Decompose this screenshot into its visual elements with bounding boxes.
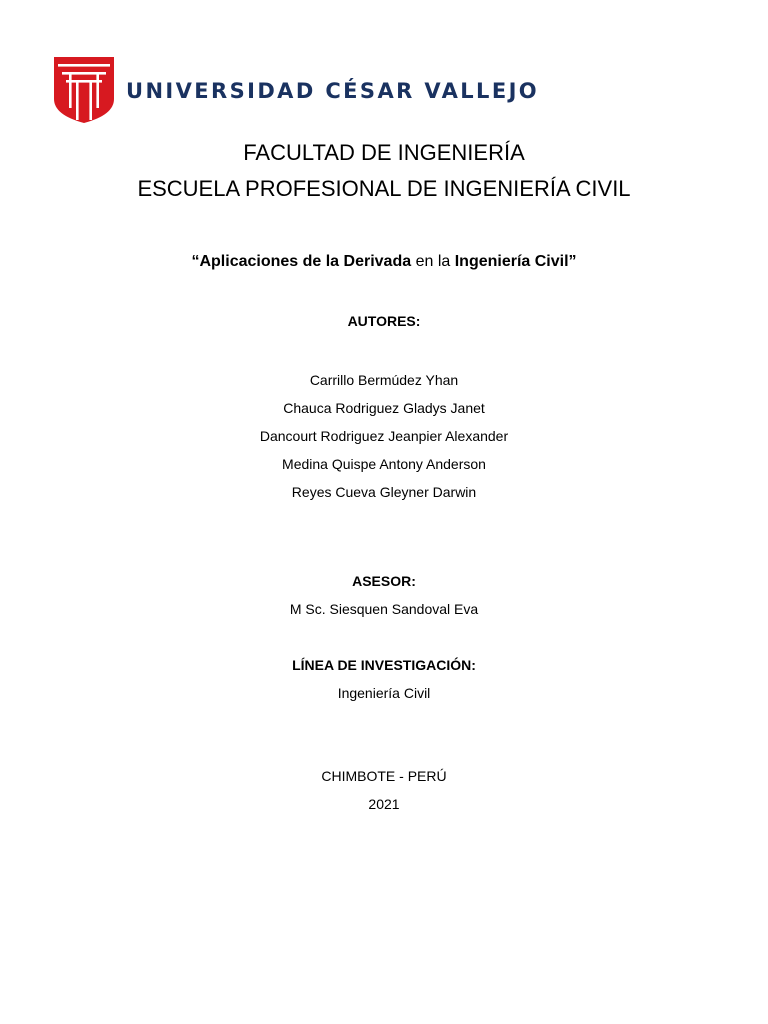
research-line-label: LÍNEA DE INVESTIGACIÓN: [292, 657, 476, 673]
author-name: Chauca Rodriguez Gladys Janet [283, 400, 485, 416]
advisor-label: ASESOR: [352, 573, 416, 589]
advisor-name: M Sc. Siesquen Sandoval Eva [289, 601, 479, 617]
title-part-3: Ingeniería Civil [454, 253, 569, 270]
title-open-quote: “ [191, 253, 200, 270]
author-name: Carrillo Bermúdez Yhan [309, 372, 459, 388]
location-place: CHIMBOTE - PERÚ [321, 768, 447, 784]
author-name: Dancourt Rodriguez Jeanpier Alexander [259, 428, 509, 444]
research-line-value: Ingeniería Civil [337, 685, 431, 701]
title-close-quote: ” [568, 253, 577, 270]
wordmark-university: UNIVERSIDAD [126, 79, 326, 103]
author-name: Reyes Cueva Gleyner Darwin [291, 484, 477, 500]
university-shield-icon [54, 55, 114, 123]
title-part-1: Aplicaciones de la Derivada [199, 253, 412, 270]
wordmark-cesar-vallejo: CÉSAR VALLEJO [325, 79, 540, 103]
author-name: Medina Quispe Antony Anderson [282, 456, 486, 472]
university-logo [54, 54, 539, 124]
university-wordmark [126, 79, 539, 103]
authors-label: AUTORES: [347, 313, 421, 329]
school-heading: ESCUELA PROFESIONAL DE INGENIERÍA CIVIL [137, 176, 631, 201]
title-part-2: en la [411, 253, 455, 270]
location-year: 2021 [368, 796, 400, 812]
document-title [0, 251, 768, 273]
faculty-heading: FACULTAD DE INGENIERÍA [243, 140, 525, 165]
